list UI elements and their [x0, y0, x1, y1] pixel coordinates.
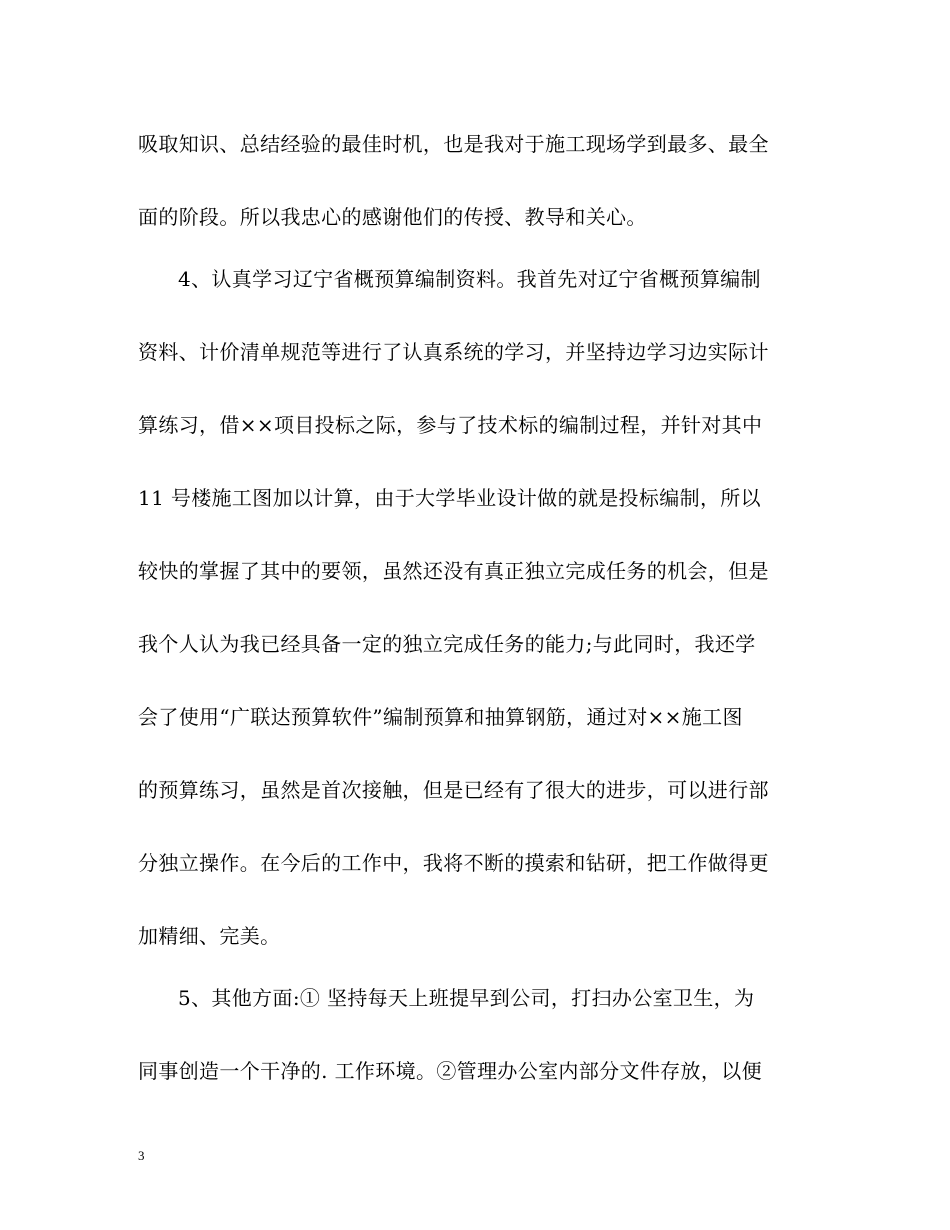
- text-line: 吸取知识、总结经验的最佳时机，也是我对于施工现场学到最多、最全: [138, 132, 769, 156]
- text-line: 面的阶段。所以我忠心的感谢他们的传授、教导和关心。: [138, 205, 647, 229]
- text-line: 会了使用“广联达预算软件”编制预算和抽算钢筋，通过对××施工图: [138, 705, 743, 729]
- paragraph-5-first-line: 5、其他方面:① 坚持每天上班提早到公司，打扫办公室卫生，为: [178, 986, 755, 1010]
- text-line: 资料、计价清单规范等进行了认真系统的学习，并坚持边学习边实际计: [138, 340, 769, 364]
- text-line: 我个人认为我已经具备一定的独立完成任务的能力;与此同时，我还学: [138, 632, 756, 656]
- text-line: 11 号楼施工图加以计算，由于大学毕业设计做的就是投标编制，所以: [138, 486, 762, 510]
- page-number: 3: [138, 1148, 145, 1163]
- text-line: 分独立操作。在今后的工作中，我将不断的摸索和钻研，把工作做得更: [138, 851, 769, 875]
- text-line: 加精细、完美。: [138, 924, 281, 948]
- text-line: 的预算练习，虽然是首次接触，但是已经有了很大的进步，可以进行部: [138, 778, 769, 802]
- text-line: 较快的掌握了其中的要领，虽然还没有真正独立完成任务的机会，但是: [138, 559, 769, 583]
- text-line: 同事创造一个干净的. 工作环境。②管理办公室内部分文件存放，以便: [138, 1059, 762, 1083]
- text-line: 算练习，借××项目投标之际，参与了技术标的编制过程，并针对其中: [138, 413, 763, 437]
- paragraph-4-first-line: 4、认真学习辽宁省概预算编制资料。我首先对辽宁省概预算编制: [178, 267, 761, 291]
